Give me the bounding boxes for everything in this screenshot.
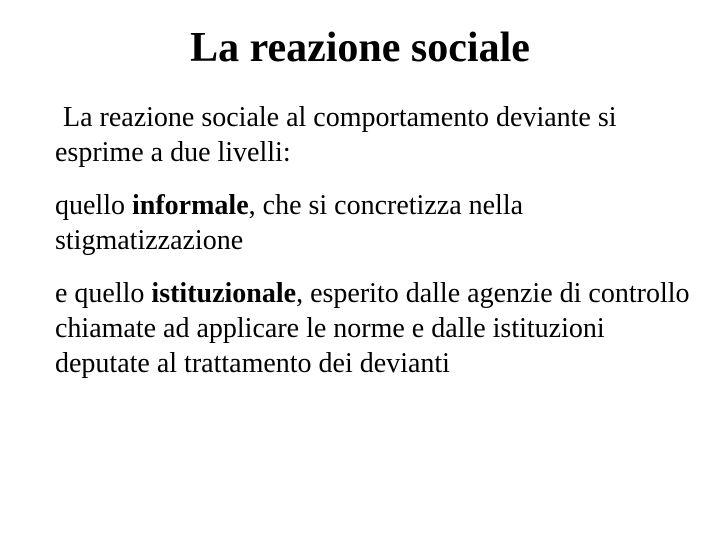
informal-level-description: , che si concretizza nella stigmatizzazione — [55, 190, 524, 256]
institutional-level-description: , esperito dalle agenzie di controllo chiamate ad applicare le norme e dalle istituzioni deputate al trattamento dei devianti — [55, 278, 690, 379]
informal-level-paragraph — [55, 188, 695, 258]
institutional-level-keyword: istituzionale — [151, 278, 297, 309]
institutional-level-paragraph — [55, 276, 695, 381]
slide-body — [55, 100, 695, 399]
informal-level-keyword: informale — [132, 190, 249, 221]
informal-level-lead: quello — [55, 190, 132, 221]
intro-paragraph: La reazione sociale al comportamento deviante si esprime a due livelli: — [55, 102, 617, 168]
institutional-level-lead: e quello — [55, 278, 152, 309]
slide-title: La reazione sociale — [190, 25, 530, 71]
